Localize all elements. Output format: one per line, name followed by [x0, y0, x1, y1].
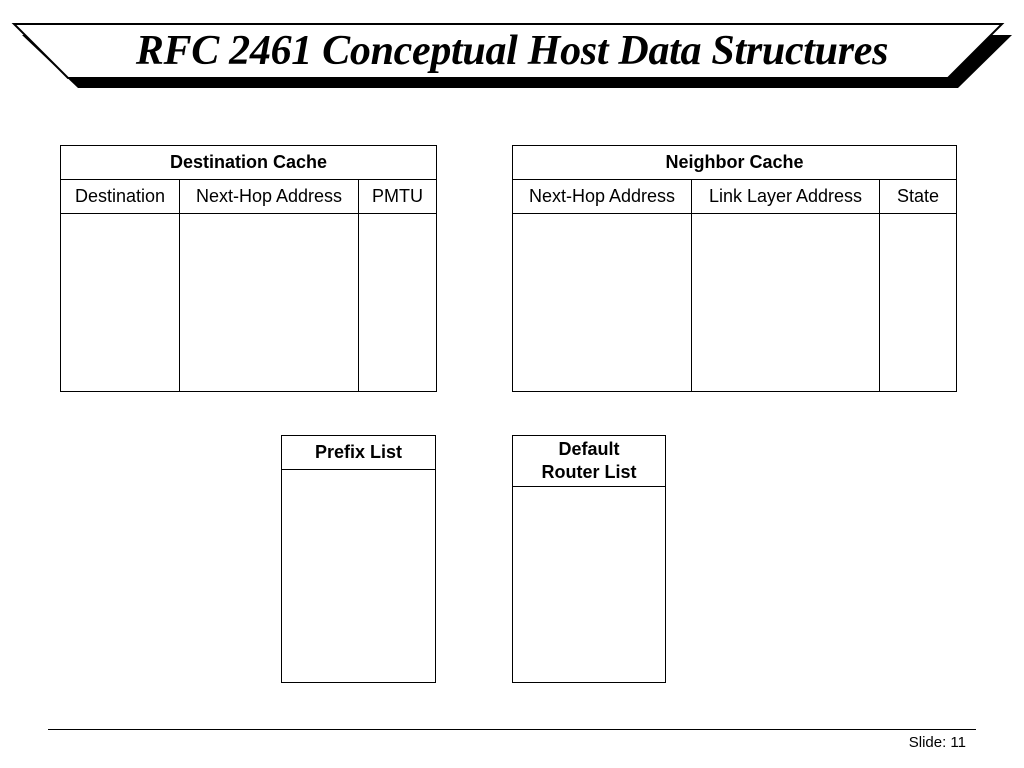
slide-number: Slide: 11 [908, 734, 966, 751]
destination-cache-table [60, 145, 437, 392]
next-hop-address-column-body [180, 214, 359, 392]
state-column-body [880, 214, 957, 392]
column-header-link-layer-address: Link Layer Address [692, 180, 880, 214]
column-header-next-hop-address: Next-Hop Address [180, 180, 359, 214]
next-hop-address-column-body [513, 214, 692, 392]
link-layer-address-column-body [692, 214, 880, 392]
destination-cache-title: Destination Cache [61, 146, 437, 180]
prefix-list-body [282, 470, 436, 683]
destination-column-body [61, 214, 180, 392]
column-header-destination: Destination [61, 180, 180, 214]
neighbor-cache-table [512, 145, 957, 392]
default-router-list-title-line1: Default [558, 439, 620, 459]
default-router-list-body [513, 487, 666, 683]
footer-divider [48, 729, 976, 730]
prefix-list-title: Prefix List [282, 436, 436, 470]
neighbor-cache-title: Neighbor Cache [513, 146, 957, 180]
default-router-list-table [512, 435, 666, 683]
prefix-list-table [281, 435, 436, 683]
column-header-pmtu: PMTU [359, 180, 437, 214]
column-header-next-hop-address: Next-Hop Address [513, 180, 692, 214]
column-header-state: State [880, 180, 957, 214]
pmtu-column-body [359, 214, 437, 392]
default-router-list-title [513, 436, 666, 487]
slide-title: RFC 2461 Conceptual Host Data Structures [135, 28, 889, 74]
default-router-list-title-line2: Router List [541, 462, 637, 482]
